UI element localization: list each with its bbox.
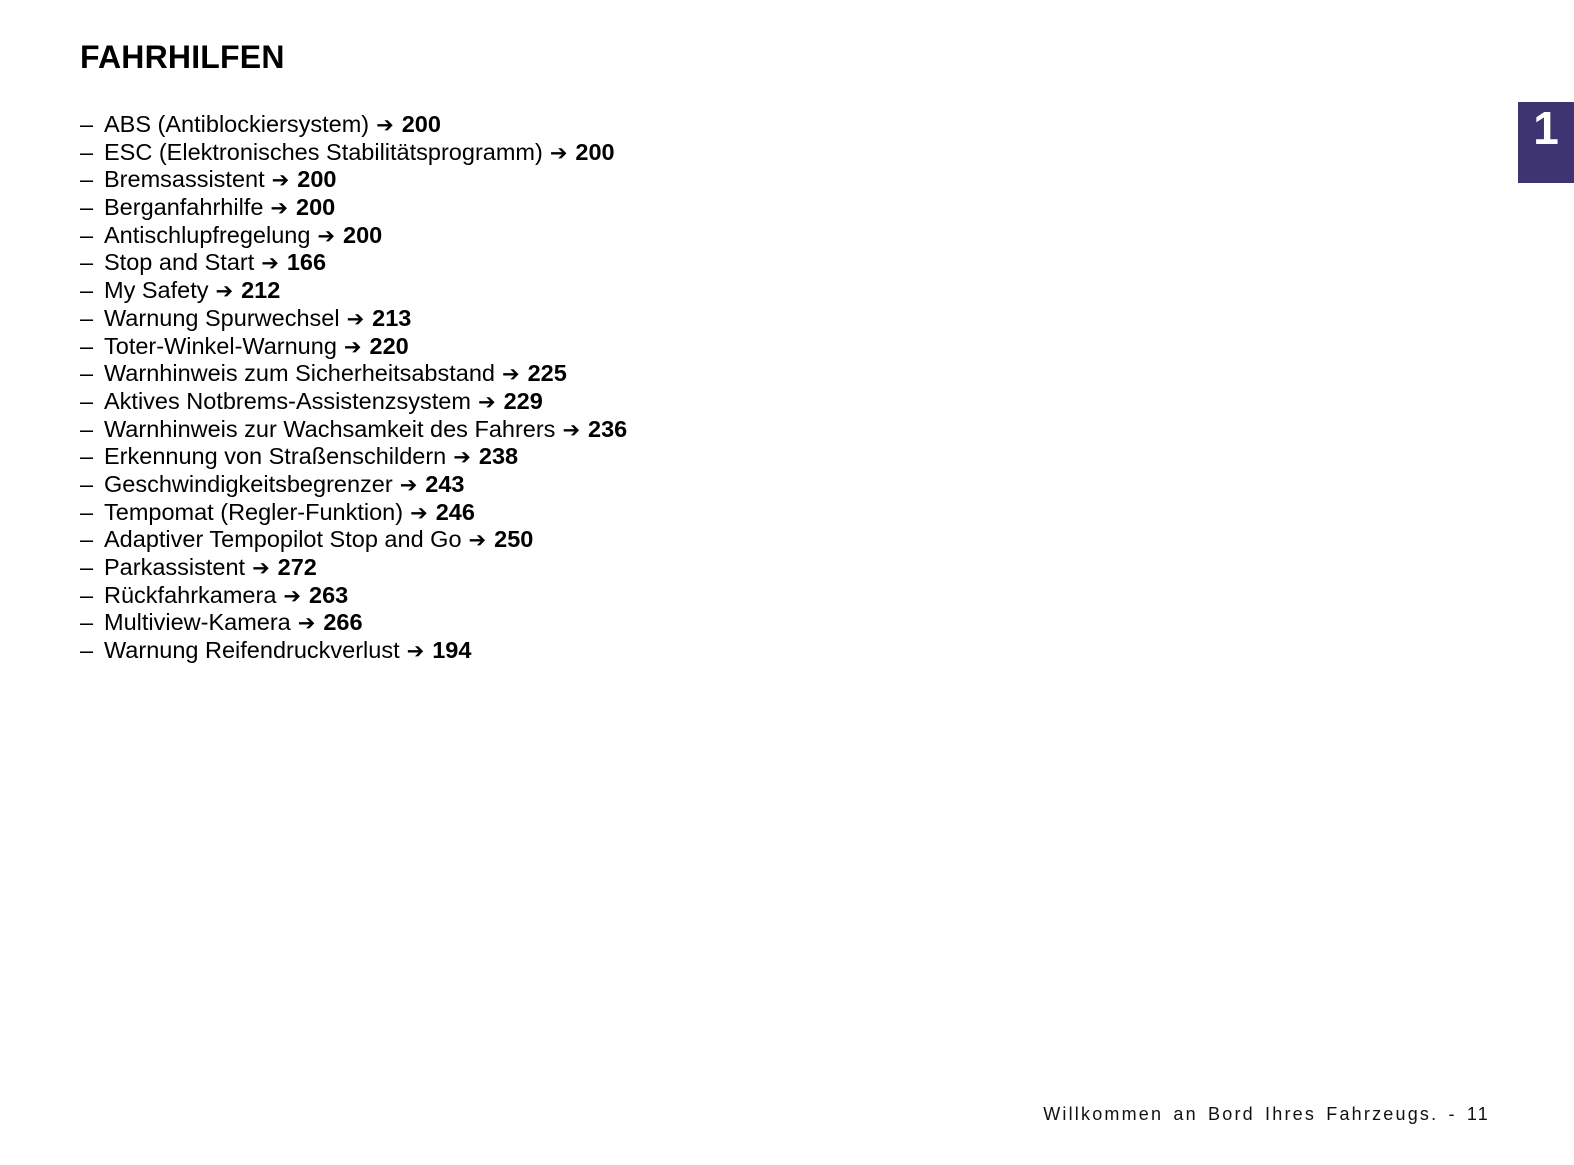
toc-item-label: Adaptiver Tempopilot Stop and Go <box>104 526 462 553</box>
list-dash: – <box>80 304 94 331</box>
list-dash: – <box>80 470 94 497</box>
toc-item-label: Warnhinweis zur Wachsamkeit des Fahrers <box>104 415 556 442</box>
toc-item-label: Stop and Start <box>104 249 255 276</box>
toc-item-page-number: 212 <box>241 277 281 304</box>
list-dash: – <box>80 609 94 636</box>
section-number-badge <box>1518 102 1574 183</box>
toc-item <box>80 471 627 499</box>
toc-item <box>80 443 627 471</box>
toc-item-label: Parkassistent <box>104 554 246 580</box>
arrow-right-icon: ➔ <box>399 472 418 497</box>
arrow-right-icon: ➔ <box>501 362 520 387</box>
toc-item-label: Warnung Spurwechsel <box>104 304 340 331</box>
toc-item <box>80 416 627 444</box>
list-dash: – <box>80 277 94 304</box>
toc-item <box>80 499 627 527</box>
list-dash: – <box>80 637 94 664</box>
arrow-right-icon: ➔ <box>317 223 336 248</box>
toc-item-page-number: 200 <box>297 166 337 193</box>
arrow-right-icon: ➔ <box>283 583 302 608</box>
toc-item <box>80 305 627 333</box>
arrow-right-icon: ➔ <box>453 445 471 470</box>
toc-item <box>80 194 627 222</box>
list-dash: – <box>80 111 94 137</box>
arrow-right-icon: ➔ <box>297 611 316 636</box>
toc-item-page-number: 200 <box>401 111 441 137</box>
list-dash: – <box>80 360 94 387</box>
arrow-right-icon: ➔ <box>346 306 365 331</box>
arrow-right-icon: ➔ <box>410 500 428 525</box>
toc-item-label: Tempomat (Regler-Funktion) <box>104 498 404 525</box>
arrow-right-icon: ➔ <box>215 279 234 304</box>
list-dash: – <box>80 526 94 553</box>
toc-item <box>80 166 627 194</box>
toc-item-page-number: 272 <box>277 554 317 580</box>
toc-item <box>80 609 627 637</box>
toc-item <box>80 333 627 361</box>
arrow-right-icon: ➔ <box>376 113 394 137</box>
arrow-right-icon: ➔ <box>343 334 362 359</box>
toc-item-label: My Safety <box>104 277 209 304</box>
toc-item <box>80 526 627 554</box>
toc-item-page-number: 250 <box>494 526 534 553</box>
arrow-right-icon: ➔ <box>562 417 581 442</box>
toc-item-label: Antischlupfregelung <box>104 221 311 248</box>
toc-item-page-number: 246 <box>435 498 475 525</box>
list-dash: – <box>80 249 94 276</box>
list-dash: – <box>80 387 94 414</box>
toc-item-label: Berganfahrhilfe <box>104 194 264 221</box>
toc-item <box>80 249 627 277</box>
toc-item-page-number: 166 <box>286 249 327 276</box>
toc-item-page-number: 266 <box>323 609 363 636</box>
toc-item-page-number: 220 <box>369 332 409 359</box>
toc-item-page-number: 200 <box>575 138 615 165</box>
toc-item <box>80 637 627 665</box>
toc-item-page-number: 200 <box>296 194 336 221</box>
toc-item-label: Erkennung von Straßenschildern <box>104 443 447 470</box>
toc-item-label: Rückfahrkamera <box>104 581 277 608</box>
arrow-right-icon: ➔ <box>270 196 288 221</box>
list-dash: – <box>80 443 94 470</box>
toc-item-label: Geschwindigkeitsbegrenzer <box>104 470 393 497</box>
arrow-right-icon: ➔ <box>549 140 568 165</box>
section-number: 1 <box>1533 102 1559 154</box>
toc-item-label: ESC (Elektronisches Stabilitätsprogramm) <box>104 138 543 165</box>
toc-item-page-number: 238 <box>478 443 519 470</box>
list-dash: – <box>80 166 94 193</box>
toc-item <box>80 277 627 305</box>
list-dash: – <box>80 554 94 580</box>
list-dash: – <box>80 221 94 248</box>
toc-item-page-number: 213 <box>372 304 412 331</box>
toc-item-page-number: 200 <box>343 221 383 248</box>
toc-item-label: Multiview-Kamera <box>104 609 291 636</box>
toc-item-page-number: 194 <box>432 637 472 664</box>
toc-item <box>80 360 627 388</box>
list-dash: – <box>80 415 94 442</box>
arrow-right-icon: ➔ <box>406 639 425 664</box>
toc-item <box>80 222 627 250</box>
page-title: FAHRHILFEN <box>80 39 285 75</box>
toc-item-label: Toter-Winkel-Warnung <box>104 332 337 359</box>
list-dash: – <box>80 138 94 165</box>
toc-list <box>80 111 627 665</box>
arrow-right-icon: ➔ <box>271 168 290 193</box>
toc-item-label: Warnhinweis zum Sicherheitsabstand <box>104 360 495 387</box>
list-dash: – <box>80 581 94 608</box>
toc-item-label: ABS (Antiblockiersystem) <box>104 111 370 137</box>
list-dash: – <box>80 332 94 359</box>
toc-item <box>80 111 627 139</box>
toc-item-label: Warnung Reifendruckverlust <box>104 637 400 664</box>
arrow-right-icon: ➔ <box>261 251 279 276</box>
arrow-right-icon: ➔ <box>477 389 496 414</box>
toc-item-page-number: 243 <box>425 470 465 497</box>
list-dash: – <box>80 194 94 221</box>
toc-item-page-number: 236 <box>588 415 628 442</box>
list-dash: – <box>80 498 94 525</box>
toc-item-page-number: 263 <box>309 581 349 608</box>
toc-item-label: Bremsassistent <box>104 166 265 193</box>
page-footer: Willkommen an Bord Ihres Fahrzeugs. - 11 <box>1043 1104 1490 1124</box>
toc-item-label: Aktives Notbrems-Assistenzsystem <box>104 387 471 414</box>
toc-item <box>80 582 627 610</box>
toc-item <box>80 554 627 582</box>
toc-item <box>80 388 627 416</box>
arrow-right-icon: ➔ <box>468 528 487 553</box>
toc-item-page-number: 229 <box>503 387 543 414</box>
toc-item-page-number: 225 <box>527 360 567 387</box>
toc-item <box>80 139 627 167</box>
arrow-right-icon: ➔ <box>252 556 270 580</box>
